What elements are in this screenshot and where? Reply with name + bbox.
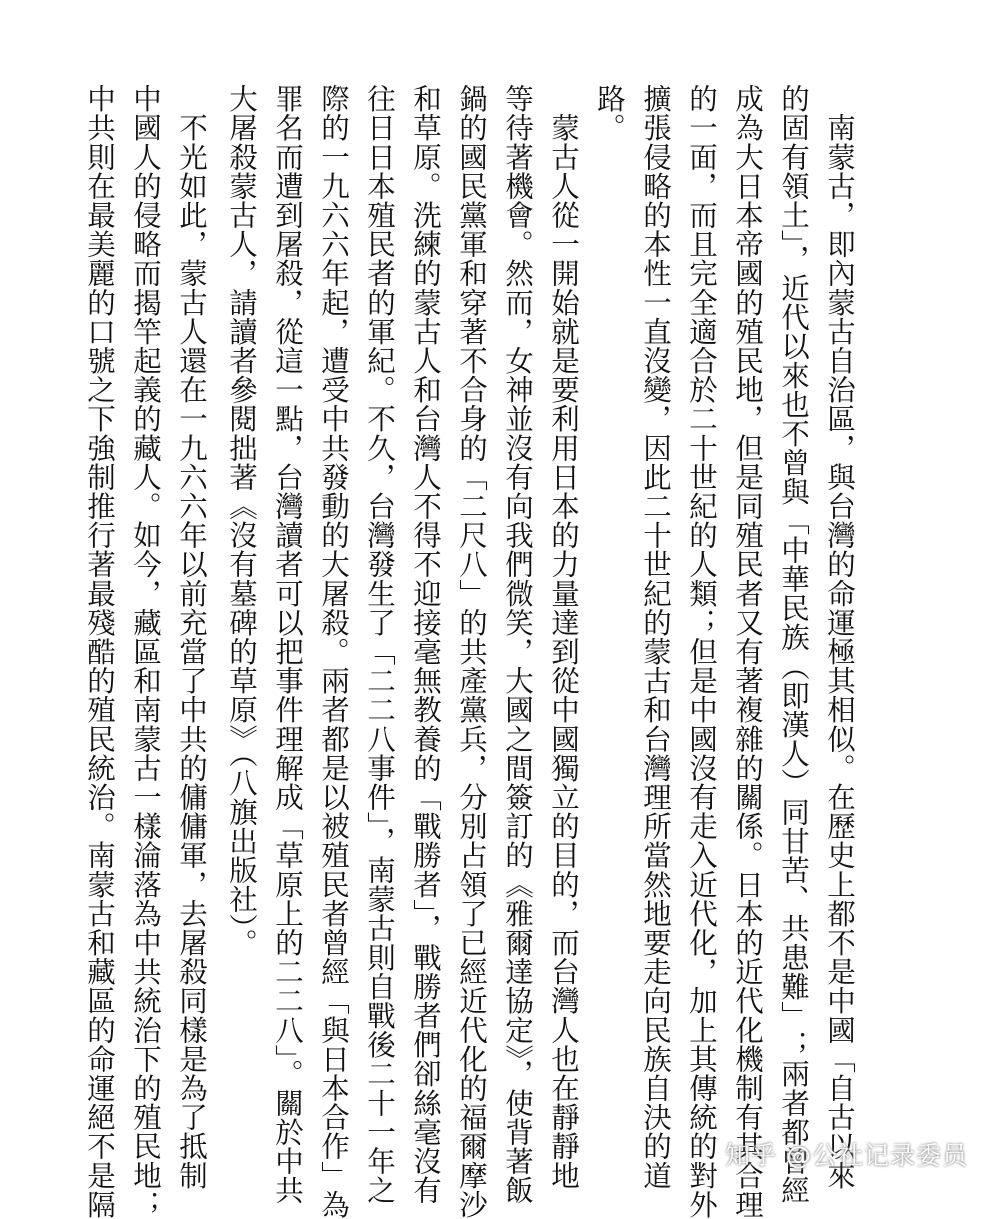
text-column: 的固有領土」，近代以來也不曾與「中華民族（即漢人）同甘苦、共患難」；兩者都曾經 [777, 84, 810, 1205]
text-column: 和草原。洗練的蒙古人和台灣人不得不迎接毫無教養的「戰勝者」，戰勝者們卻絲毫沒有 [409, 84, 442, 1205]
text-column: 中國人的侵略而揭竿起義的藏人。如今，藏區和南蒙古一樣淪落為中共統治下的殖民地； [129, 84, 162, 1219]
text-column: 鍋的國民黨軍和穿著不合身的「二尺八」的共產黨兵，分別占領了已經近代化的福爾摩沙 [455, 84, 488, 1219]
text-column: 成為大日本帝國的殖民地，但是同殖民者又有著複雜的關係。日本的近代化機制有其合理 [731, 84, 764, 1219]
text-column: 等待著機會。然而，女神並沒有向我們微笑，大國之間簽訂的《雅爾達協定》，使背著飯 [501, 84, 534, 1205]
text-column: 南蒙古，即內蒙古自治區，與台灣的命運極其相似。在歷史上都不是中國「自古以來 [823, 84, 856, 1190]
text-column: 中共則在最美麗的口號之下強制推行著最殘酷的殖民統治。南蒙古和藏區的命運絕不是隔 [83, 84, 116, 1219]
text-column: 往日日本殖民者的軍紀。不久，台灣發生了「二二八事件」，南蒙古則自戰後二十一年之 [363, 84, 396, 1205]
text-column: 的一面，而且完全適合於二十世紀的人類；但是中國沒有走入近代化，加上其傳統的對外 [685, 84, 718, 1219]
text-column: 罪名而遭到屠殺，從這一點，台灣讀者可以把事件理解成「草原上的二二八」。關於中共 [271, 84, 304, 1205]
text-column: 路。 [593, 84, 626, 143]
text-column: 擴張侵略的本性一直沒變，因此二十世紀的蒙古和台灣理所當然地要走向民族自決的道 [639, 84, 672, 1190]
text-column: 際的一九六六年起，遭受中共發動的大屠殺。兩者都是以被殖民者曾經「與日本合作」為 [317, 84, 350, 1219]
text-column: 不光如此，蒙古人還在一九六六年以前充當了中共的傭傭軍，去屠殺同樣是為了抵制 [175, 84, 208, 1190]
watermark: 知乎 @公社记录委员 [725, 1141, 968, 1170]
text-column: 大屠殺蒙古人，請讀者參閱拙著《沒有墓碑的草原》（八旗出版社）。 [225, 84, 258, 958]
text-column: 蒙古人從一開始就是要利用日本的力量達到從中國獨立的目的，而台灣人也在靜靜地 [547, 84, 580, 1190]
